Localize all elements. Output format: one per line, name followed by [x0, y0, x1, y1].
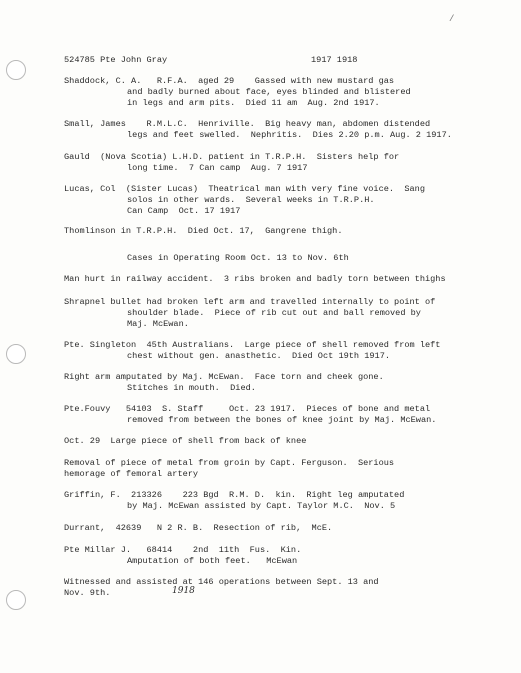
- entry-line: hemorage of femoral artery: [64, 469, 199, 479]
- entry-line: Lucas, Col (Sister Lucas) Theatrical man with very fine voice. Sang: [64, 184, 425, 194]
- entry-line: Small, James R.M.L.C. Henriville. Big heavy man, abdomen distended: [64, 119, 431, 129]
- entry-line: Thomlinson in T.R.P.H. Died Oct. 17, Gangrene thigh.: [64, 226, 343, 236]
- entry-line: Pte Millar J. 68414 2nd 11th Fus. Kin.: [64, 545, 302, 555]
- entry-line: Shaddock, C. A. R.F.A. aged 29 Gassed with new mustard gas: [64, 76, 395, 86]
- section-heading: Cases in Operating Room Oct. 13 to Nov. 6th: [127, 253, 349, 263]
- entry-line: Stitches in mouth. Died.: [127, 383, 256, 393]
- entry-line: Shrapnel bullet had broken left arm and travelled internally to point of: [64, 297, 436, 307]
- entry-line: Oct. 29 Large piece of shell from back of knee: [64, 436, 307, 446]
- entry-line: Can Camp Oct. 17 1917: [127, 206, 241, 216]
- entry-line: Maj. McEwan.: [127, 319, 189, 329]
- entry-line: Amputation of both feet. McEwan: [127, 556, 298, 566]
- entry-line: Pte.Fouvy 54103 S. Staff Oct. 23 1917. Pieces of bone and metal: [64, 404, 431, 414]
- header-years: 1917 1918: [311, 55, 358, 65]
- entry-line: by Maj. McEwan assisted by Capt. Taylor M.C. Nov. 5: [127, 501, 396, 511]
- entry-line: Durrant, 42639 N 2 R. B. Resection of rib, McE.: [64, 523, 333, 533]
- entry-line: Nov. 9th.: [64, 588, 111, 598]
- header-id-name: 524785 Pte John Gray: [64, 55, 168, 65]
- punch-hole-bottom: [6, 590, 26, 610]
- entry-line: Man hurt in railway accident. 3 ribs broken and badly torn between thighs: [64, 274, 446, 284]
- punch-hole-middle: [6, 344, 26, 364]
- entry-line: legs and feet swelled. Nephritis. Dies 2.20 p.m. Aug. 2 1917.: [127, 130, 452, 140]
- margin-mark: /: [449, 14, 455, 24]
- entry-line: Griffin, F. 213326 223 Bgd R.M. D. kin. Right leg amputated: [64, 490, 405, 500]
- entry-line: shoulder blade. Piece of rib cut out and ball removed by: [127, 308, 421, 318]
- handwritten-year: 1918: [172, 586, 195, 596]
- entry-line: and badly burned about face, eyes blinded and blistered: [127, 87, 411, 97]
- entry-line: long time. 7 Can camp Aug. 7 1917: [127, 163, 308, 173]
- entry-line: chest without gen. anasthetic. Died Oct 19th 1917.: [127, 351, 391, 361]
- punch-hole-top: [6, 60, 26, 80]
- entry-line: solos in other wards. Several weeks in T.R.P.H.: [127, 195, 375, 205]
- entry-line: Right arm amputated by Maj. McEwan. Face torn and cheek gone.: [64, 372, 384, 382]
- entry-line: Witnessed and assisted at 146 operations between Sept. 13 and: [64, 577, 379, 587]
- entry-line: Pte. Singleton 45th Australians. Large piece of shell removed from left: [64, 340, 441, 350]
- entry-line: Gauld (Nova Scotia) L.H.D. patient in T.R.P.H. Sisters help for: [64, 152, 400, 162]
- entry-line: in legs and arm pits. Died 11 am Aug. 2nd 1917.: [127, 98, 380, 108]
- entry-line: removed from between the bones of knee joint by Maj. McEwan.: [127, 415, 437, 425]
- entry-line: Removal of piece of metal from groin by Capt. Ferguson. Serious: [64, 458, 395, 468]
